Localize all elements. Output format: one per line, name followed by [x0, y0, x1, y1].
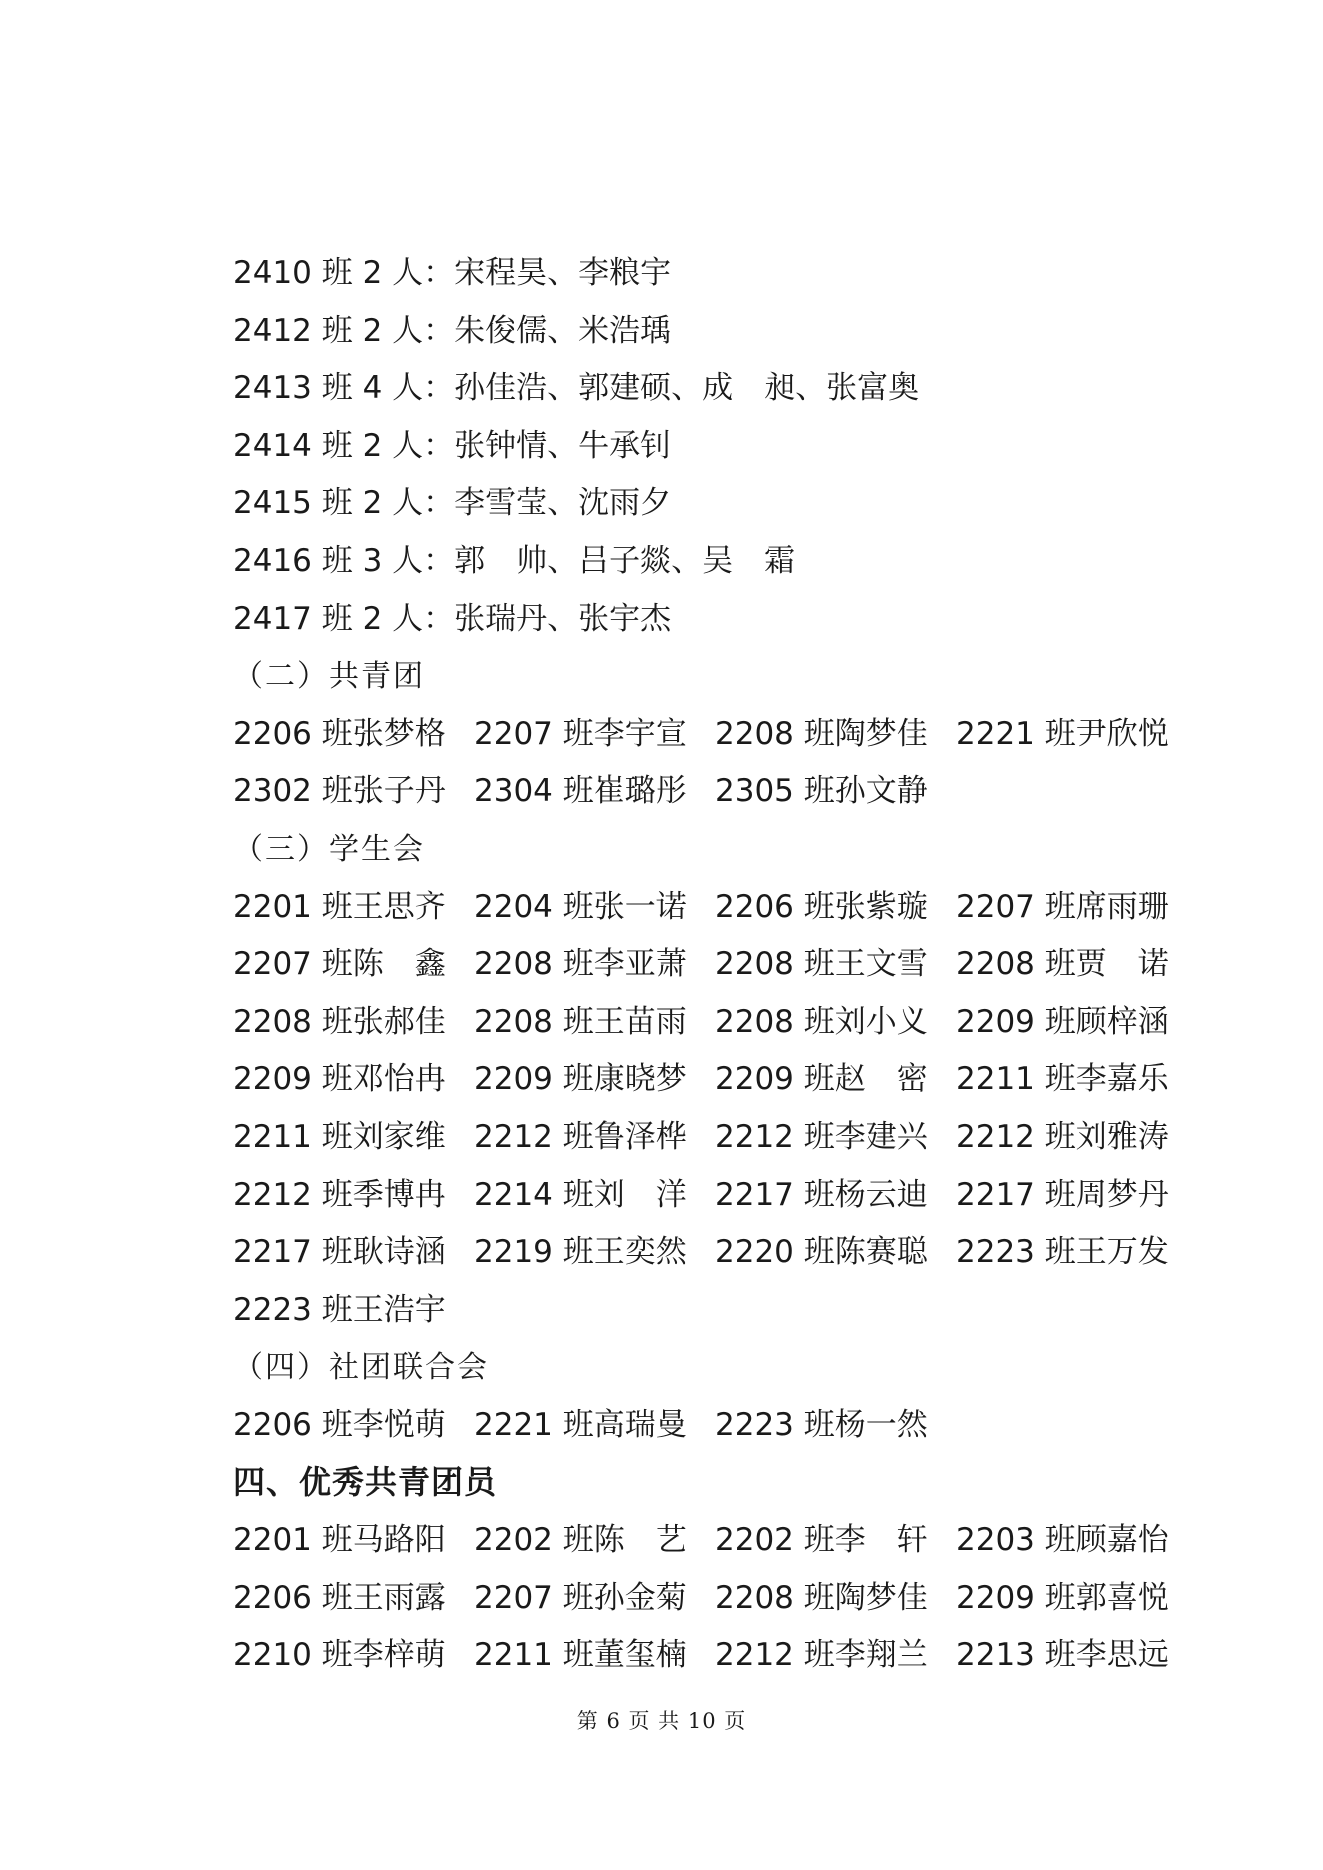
name-entry: 2221 班尹欣悦: [956, 715, 1169, 752]
name-entry: 2220 班陈赛聪: [715, 1234, 928, 1271]
name-entry: 2214 班刘 洋: [474, 1176, 687, 1213]
name-entry: 2208 班王文雪: [715, 946, 928, 983]
name-entry: 2204 班张一诺: [474, 888, 687, 925]
class-line-2417: 2417 班 2 人：张瑞丹、张宇杰: [233, 600, 672, 637]
class-line-2415: 2415 班 2 人：李雪莹、沈雨夕: [233, 485, 672, 522]
name-entry: 2223 班王万发: [956, 1234, 1169, 1271]
name-entry: 2201 班王思齐: [233, 888, 446, 925]
name-row: [233, 1627, 1173, 1685]
name-entry: 2206 班李悦萌: [233, 1406, 446, 1443]
name-entry: 2208 班贾 诺: [956, 946, 1169, 983]
name-entry: 2201 班马路阳: [233, 1522, 446, 1559]
name-row: [233, 1167, 1173, 1225]
name-row: [233, 1512, 1173, 1570]
name-entry: 2208 班陶梦佳: [715, 1579, 928, 1616]
name-entry: 2212 班季博冉: [233, 1176, 446, 1213]
name-entry: 2217 班周梦丹: [956, 1176, 1169, 1213]
name-entry: 2217 班杨云迪: [715, 1176, 928, 1213]
name-entry: 2207 班陈 鑫: [233, 946, 446, 983]
name-row: [233, 1282, 1173, 1340]
class-line-2414: 2414 班 2 人：张钟情、牛承钊: [233, 427, 672, 464]
name-entry: 2212 班刘雅涛: [956, 1118, 1169, 1155]
name-row: [233, 936, 1173, 994]
name-row: [233, 763, 1173, 821]
class-line-2416: 2416 班 3 人：郭 帅、吕子燚、吴 霜: [233, 542, 796, 579]
name-entry: 2223 班杨一然: [715, 1406, 928, 1443]
name-entry: 2209 班顾梓涵: [956, 1003, 1169, 1040]
name-entry: 2212 班李建兴: [715, 1118, 928, 1155]
name-entry: 2304 班崔璐彤: [474, 773, 687, 810]
name-row: [233, 1224, 1173, 1282]
name-row: [233, 994, 1173, 1052]
name-entry: 2210 班李梓萌: [233, 1637, 446, 1674]
name-entry: 2212 班李翔兰: [715, 1637, 928, 1674]
class-line-2413: 2413 班 4 人：孙佳浩、郭建硕、成 昶、张富奥: [233, 370, 920, 407]
name-entry: 2202 班陈 艺: [474, 1522, 687, 1559]
name-entry: 2206 班张梦格: [233, 715, 446, 752]
name-entry: 2202 班李 轩: [715, 1522, 928, 1559]
name-entry: 2209 班康晓梦: [474, 1061, 687, 1098]
name-entry: 2209 班郭喜悦: [956, 1579, 1169, 1616]
name-entry: 2208 班刘小义: [715, 1003, 928, 1040]
name-entry: 2207 班李宇宣: [474, 715, 687, 752]
document-body: [233, 245, 1173, 1685]
name-entry: 2211 班董玺楠: [474, 1637, 687, 1674]
name-row: [233, 706, 1173, 764]
name-row: [233, 1570, 1173, 1628]
name-entry: 2209 班邓怡冉: [233, 1061, 446, 1098]
section-heading-outstanding-members: 四、优秀共青团员: [233, 1463, 498, 1502]
name-entry: 2219 班王奕然: [474, 1234, 687, 1271]
name-entry: 2206 班张紫璇: [715, 888, 928, 925]
name-entry: 2208 班张郝佳: [233, 1003, 446, 1040]
name-entry: 2209 班赵 密: [715, 1061, 928, 1098]
name-entry: 2208 班李亚萧: [474, 946, 687, 983]
name-entry: 2302 班张子丹: [233, 773, 446, 810]
name-entry: 2223 班王浩宇: [233, 1291, 446, 1328]
name-entry: 2203 班顾嘉怡: [956, 1522, 1169, 1559]
section-heading-club-federation: （四）社团联合会: [233, 1350, 489, 1386]
name-row: [233, 1109, 1173, 1167]
name-entry: 2305 班孙文静: [715, 773, 928, 810]
class-line-2410: 2410 班 2 人：宋程昊、李粮宇: [233, 255, 672, 291]
page-number-footer: 第 6 页 共 10 页: [576, 1709, 747, 1733]
name-row: [233, 1051, 1173, 1109]
section-heading-youth-league: （二）共青团: [233, 659, 425, 695]
name-entry: 2206 班王雨露: [233, 1579, 446, 1616]
name-row: [233, 879, 1173, 937]
name-entry: 2207 班孙金菊: [474, 1579, 687, 1616]
name-entry: 2208 班王苗雨: [474, 1003, 687, 1040]
name-entry: 2213 班李思远: [956, 1637, 1169, 1674]
name-entry: 2212 班鲁泽桦: [474, 1118, 687, 1155]
section-heading-student-union: （三）学生会: [233, 831, 425, 867]
name-entry: 2211 班刘家维: [233, 1118, 446, 1155]
class-line-2412: 2412 班 2 人：朱俊儒、米浩瑀: [233, 312, 672, 349]
name-row: [233, 1397, 1173, 1455]
name-entry: 2221 班高瑞曼: [474, 1406, 687, 1443]
name-entry: 2217 班耿诗涵: [233, 1234, 446, 1271]
name-entry: 2208 班陶梦佳: [715, 715, 928, 752]
name-entry: 2207 班席雨珊: [956, 888, 1169, 925]
name-entry: 2211 班李嘉乐: [956, 1061, 1169, 1098]
